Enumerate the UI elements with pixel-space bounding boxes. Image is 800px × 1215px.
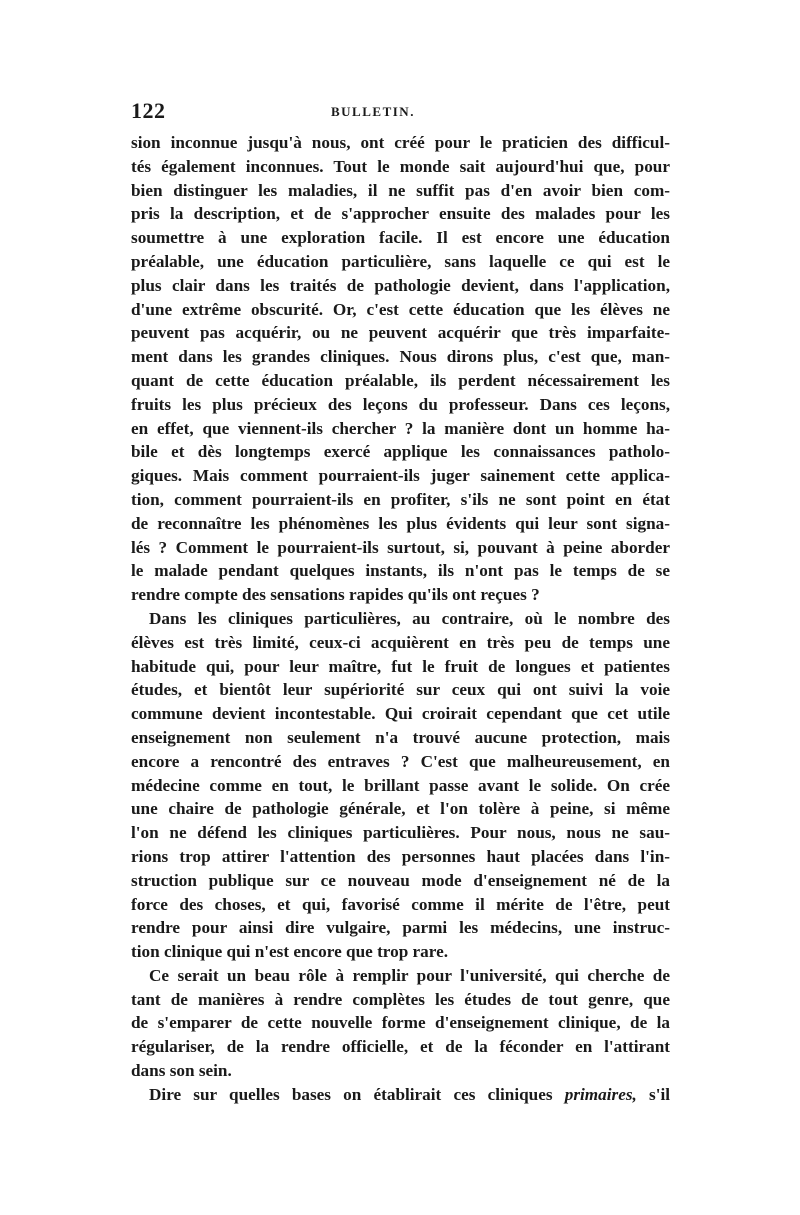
text-line: giques. Mais comment pourraient-ils juger sainement cette applica- xyxy=(131,466,670,486)
text-line: peuvent pas acquérir, ou ne peuvent acquérir que très imparfaite- xyxy=(131,323,670,343)
text-line: préalable, une éducation particulière, sans laquelle ce qui est le xyxy=(131,251,670,271)
text-line: régulariser, de la rendre officielle, et de la féconder en l'attirant xyxy=(131,1037,670,1057)
text-line: soumettre à une exploration facile. Il est encore une éducation xyxy=(131,228,670,248)
text-line: bien distinguer les maladies, il ne suffit pas d'en avoir bien com- xyxy=(131,180,670,200)
text-line: une chaire de pathologie générale, et l'on tolère à peine, si même xyxy=(131,799,670,819)
text-line: études, et bientôt leur supériorité sur ceux qui ont suivi la voie xyxy=(131,680,670,700)
text-line: tés également inconnues. Tout le monde sait aujourd'hui que, pour xyxy=(131,156,670,176)
italic-word: primaires, xyxy=(564,1084,637,1104)
text-line: pris la description, et de s'approcher ensuite des malades pour les xyxy=(131,204,670,224)
text-line: plus clair dans les traités de pathologie devient, dans l'application, xyxy=(131,275,670,295)
text-line: force des choses, et qui, favorisé comme il mérite de l'être, peut xyxy=(131,894,670,914)
text-line: quant de cette éducation préalable, ils perdent nécessairement les xyxy=(131,370,670,390)
body-text xyxy=(131,131,670,1107)
text-line: rendre pour ainsi dire vulgaire, parmi les médecins, une instruc- xyxy=(131,918,670,938)
text-line: tion, comment pourraient-ils en profiter, s'ils ne sont point en état xyxy=(131,489,670,509)
text-line: ment dans les grandes cliniques. Nous dirons plus, c'est que, man- xyxy=(131,347,670,367)
text-line-end: s'il xyxy=(649,1084,671,1104)
text-line: enseignement non seulement n'a trouvé aucune protection, mais xyxy=(131,727,670,747)
paragraph-first-line xyxy=(131,1083,670,1107)
text-line: fruits les plus précieux des leçons du professeur. Dans ces leçons, xyxy=(131,394,670,414)
text-line: le malade pendant quelques instants, ils n'ont pas le temps de se xyxy=(131,561,670,581)
text-line: tant de manières à rendre complètes les études de tout genre, que xyxy=(131,989,670,1009)
text-line: bile et dès longtemps exercé applique les connaissances patholo- xyxy=(131,442,670,462)
text-line: de reconnaître les phénomènes les plus évidents qui leur sont signa- xyxy=(131,513,670,533)
text-line: l'on ne défend les cliniques particulières. Pour nous, nous ne sau- xyxy=(131,823,670,843)
text-line: en effet, que viennent-ils chercher ? la manière dont un homme ha- xyxy=(131,418,670,438)
running-title: BULLETIN. xyxy=(331,104,415,119)
text-line: élèves est très limité, ceux-ci acquièrent en très peu de temps une xyxy=(131,632,670,652)
paragraph-first-line: Dans les cliniques particulières, au contraire, où le nombre des xyxy=(149,608,670,628)
running-head xyxy=(131,98,671,128)
paragraph-last-line: tion clinique qui n'est encore que trop rare. xyxy=(131,942,449,962)
text-line: lés ? Comment le pourraient-ils surtout, si, pouvant à peine aborder xyxy=(131,537,670,557)
text-line: médecine comme en tout, le brillant passe avant le solide. On crée xyxy=(131,775,670,795)
text-line: rions trop attirer l'attention des personnes haut placées dans l'in- xyxy=(131,846,670,866)
text-line: encore a rencontré des entraves ? C'est que malheureusement, en xyxy=(131,751,670,771)
text-line: d'une extrême obscurité. Or, c'est cette éducation que les élèves ne xyxy=(131,299,670,319)
text-line: commune devient incontestable. Qui croirait cependant que cet utile xyxy=(131,704,670,724)
paragraph-last-line: dans son sein. xyxy=(131,1061,232,1081)
text-line: struction publique sur ce nouveau mode d'enseignement né de la xyxy=(131,870,670,890)
text-line: de s'emparer de cette nouvelle forme d'enseignement clinique, de la xyxy=(131,1013,670,1033)
text-line-start: Dire sur quelles bases on établirait ces cliniques xyxy=(149,1084,553,1104)
paragraph-first-line: Ce serait un beau rôle à remplir pour l'université, qui cherche de xyxy=(149,965,670,985)
text-line: sion inconnue jusqu'à nous, ont créé pour le praticien des difficul- xyxy=(131,133,670,152)
text-line: habitude qui, pour leur maître, fut le fruit de longues et patientes xyxy=(131,656,670,676)
paragraph-last-line: rendre compte des sensations rapides qu'ils ont reçues ? xyxy=(131,585,540,605)
page-number: 122 xyxy=(131,98,166,123)
